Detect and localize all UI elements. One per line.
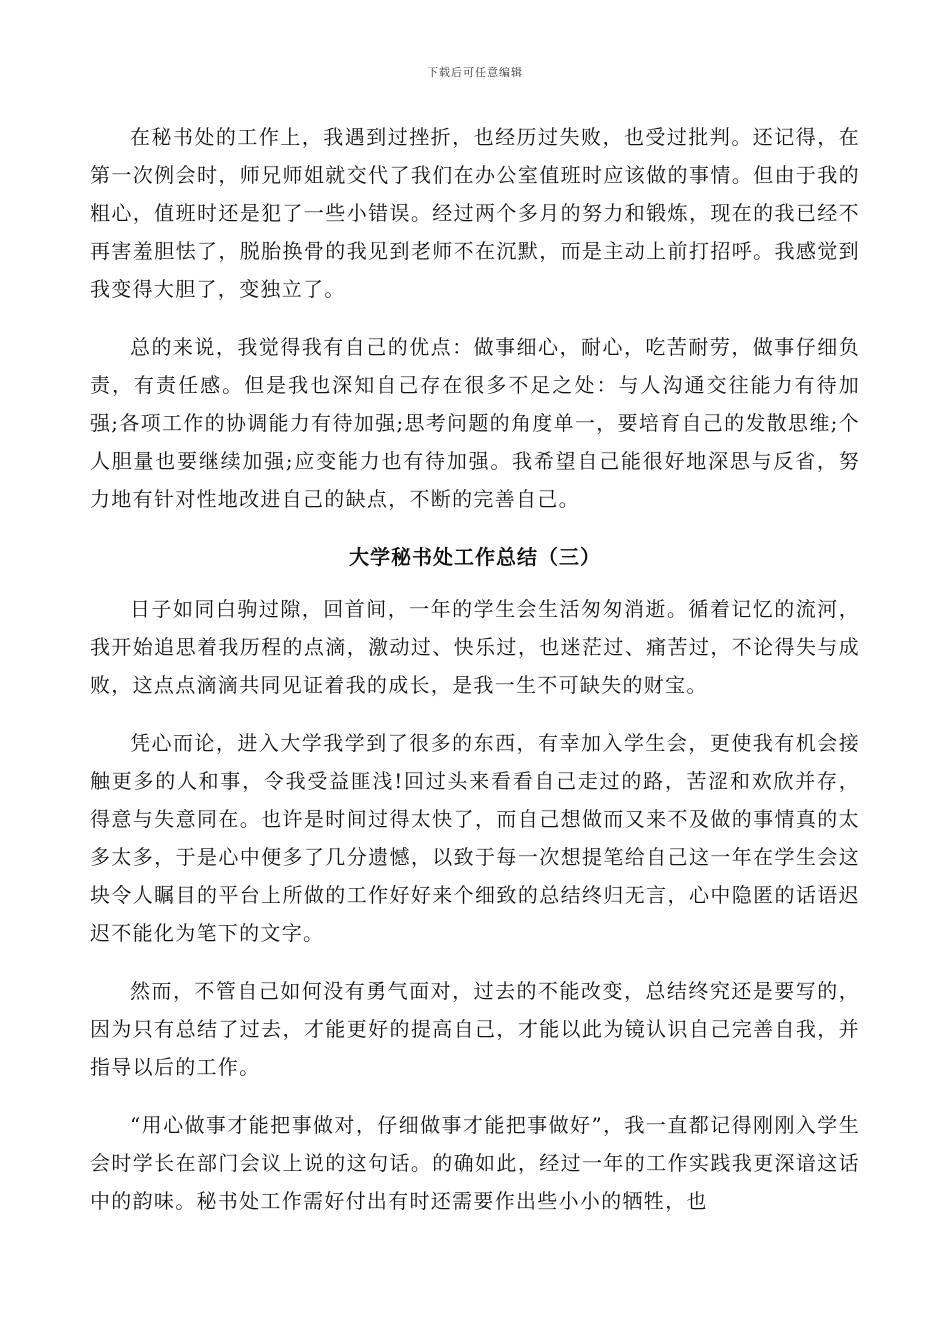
section-title: 大学秘书处工作总结（三） [349, 545, 601, 569]
paragraph: 日子如同白驹过隙，回首间，一年的学生会生活匆匆消逝。循着记忆的流河，我开始追思着我历程的点滴，激动过、快乐过，也迷茫过、痛苦过，不论得失与成败，这点点滴滴共同见证着我的成长，是我一生不可缺失的财宝。 [90, 597, 860, 697]
paragraph: 然而，不管自己如何没有勇气面对，过去的不能改变，总结终究还是要写的，因为只有总结了过去，才能更好的提高自己，才能以此为镜认识自己完善自我，并指导以后的工作。 [90, 979, 860, 1079]
document-body [90, 118, 860, 1240]
paragraph: 凭心而论，进入大学我学到了很多的东西，有幸加入学生会，更使我有机会接触更多的人和事，令我受益匪浅!回过头来看看自己走过的路，苦涩和欢欣并存，得意与失意同在。也许是时间过得太快了，而自己想做而又来不及做的事情真的太多太多，于是心中便多了几分遗憾，以致于每一次想提笔给自己这一年在学生会这块令人瞩目的平台上所做的工作好好来个细致的总结终归无言，心中隐匿的话语迟迟不能化为笔下的文字。 [90, 731, 860, 945]
header-note: 下载后可任意编辑 [427, 66, 523, 79]
paragraph: 总的来说，我觉得我有自己的优点：做事细心，耐心，吃苦耐劳，做事仔细负责，有责任感。但是我也深知自己存在很多不足之处：与人沟通交往能力有待加强;各项工作的协调能力有待加强;思考问题的角度单一，要培育自己的发散思维;个人胆量也要继续加强;应变能力也有待加强。我希望自己能很好地深思与反省，努力地有针对性地改进自己的缺点，不断的完善自己。 [90, 335, 860, 511]
paragraph: 在秘书处的工作上，我遇到过挫折，也经历过失败，也受过批判。还记得，在第一次例会时，师兄师姐就交代了我们在办公室值班时应该做的事情。但由于我的粗心，值班时还是犯了一些小错误。经过两个多月的努力和锻炼，现在的我已经不再害羞胆怯了，脱胎换骨的我见到老师不在沉默，而是主动上前打招呼。我感觉到我变得大胆了，变独立了。 [90, 125, 860, 301]
paragraph: “用心做事才能把事做对，仔细做事才能把事做好”，我一直都记得刚刚入学生会时学长在部门会议上说的这句话。的确如此，经过一年的工作实践我更深谙这话中的韵味。秘书处工作需好付出有时还需要作出些小小的牺牲，也 [90, 1113, 860, 1213]
